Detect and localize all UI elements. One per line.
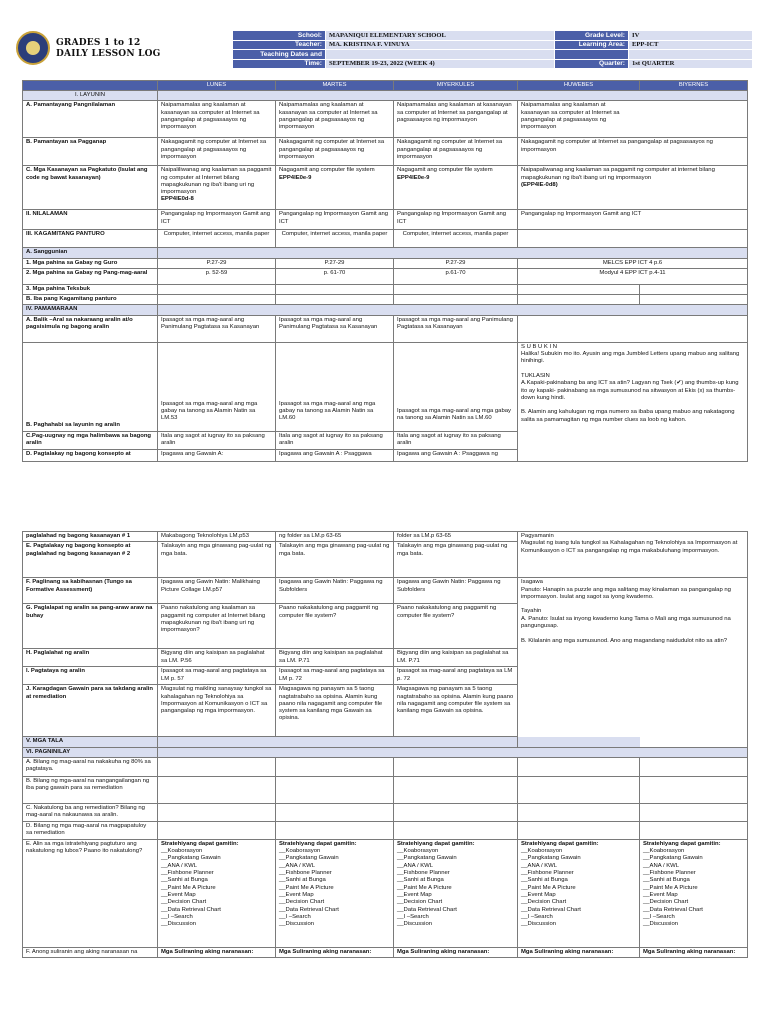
cell-martes: Computer, internet access, manila paper <box>276 230 394 248</box>
cell-miyerkules: Ipasagot sa mga mag-aaral ang Panimulang Pagtatasa sa Kasanayan <box>394 315 518 342</box>
suliranin-heading: Mga Suliraning aking naranasan: <box>518 947 640 957</box>
cell-martes: Ipasagot sa mga mag-aaral ang mga gabay na tanong sa Alamin Natin sa LM.60 <box>276 342 394 431</box>
row-label: E. Alin sa mga istratehiyang pagtuturo ang nakatulong ng lubos? Paano ito nakatulong? <box>23 839 158 947</box>
cell-lunes: Itala ang sagot at iugnay ito sa paksang aralin <box>158 431 276 449</box>
suliranin-heading: Mga Suliraning aking naranasan: <box>158 947 276 957</box>
cell-martes <box>276 821 394 839</box>
row-label: I. Pagtataya ng aralin <box>23 667 158 685</box>
competency-code: (EPP4IE-0d8) <box>521 181 558 188</box>
strategy-option: __Pangkatang Gawain <box>161 855 221 862</box>
strategy-option: __I –Search <box>279 913 311 920</box>
strategy-option: __Pangkatang Gawain <box>521 855 581 862</box>
cell-martes: Magsagawa ng panayam sa 5 taong nagtatrabaho sa opisina. Alamin kung paano nila nagagamit ang computer file system sa kanilang mga Gawain sa opisina. <box>276 685 394 737</box>
suliranin-heading: Mga Suliraning aking naranasan: <box>640 947 748 957</box>
row-label: G. Paglalapat ng aralin sa pang-araw araw na buhay <box>23 604 158 649</box>
strategy-option: __Sanhi at Bunga <box>161 877 208 884</box>
strategy-option: __Event Map <box>397 891 432 898</box>
lesson-log-page-1 <box>22 80 747 462</box>
strategy-option: __ANA / KWL <box>279 862 316 869</box>
strategy-cell-miyerkules <box>394 839 518 947</box>
cell-lunes: Ipasagot sa mag-aaral ang pagtataya sa LM p. 57 <box>158 667 276 685</box>
area-label: Learning Area: <box>555 40 629 50</box>
cell-biyernes <box>640 776 748 803</box>
cell-martes: Naipamamalas ang kaalaman at kasanayan sa computer at Internet sa pangangalap at pagsasaayos ng impormasyon <box>276 101 394 138</box>
cell-miyerkules <box>394 284 518 294</box>
row-label: III. KAGAMITANG PANTURO <box>23 230 158 248</box>
row-label: II. NILALAMAN <box>23 210 158 230</box>
row-label: E. Pagtalakay ng bagong konsepto at paglalahad ng bagong kasanayan # 2 <box>23 542 158 578</box>
cell-miyerkules <box>394 295 518 305</box>
strategy-option: __Paint Me A Picture <box>161 884 216 891</box>
cell-martes: Ipasagot sa mag-aaral ang pagtataya sa LM p. 72 <box>276 667 394 685</box>
cell-huwebes <box>518 230 748 248</box>
row-label: C. Mga Kasanayan sa Pagkatuto (Isulat ang code ng bawat kasanayan) <box>23 166 158 210</box>
cell-huwebes <box>518 295 640 305</box>
strategy-row <box>23 839 748 947</box>
dates-blank <box>326 50 555 60</box>
section-layunin: I. LAYUNIN <box>23 91 158 101</box>
page-break <box>0 472 768 528</box>
cell-miyerkules <box>394 776 518 803</box>
cell-lunes <box>158 284 276 294</box>
cell-lunes: Talakayin ang mga ginawang pag-uulat ng mga bata. <box>158 542 276 578</box>
strategy-option: __Discussion <box>279 921 315 928</box>
cell-text: Nagagamit ang computer file system <box>397 167 493 174</box>
cell-lunes <box>158 803 276 821</box>
cell-miyerkules: Itala ang sagot at iugnay ito sa paksang aralin <box>394 431 518 449</box>
day-biyernes: BIYERNES <box>640 81 748 91</box>
strategy-cell-biyernes <box>640 839 748 947</box>
day-lunes: LUNES <box>158 81 276 91</box>
cell-lunes: Pangangalap ng Impormasyon Gamit ang ICT <box>158 210 276 230</box>
cell-text: Naipapaliwanag ang kaalaman sa paggamit ng computer at internet bilang mapagkukunan ng iba't ibang uri ng impormasyon <box>521 167 715 181</box>
lesson-table-1 <box>22 80 748 462</box>
strategy-option: __Data Retrieval Chart <box>521 906 581 913</box>
cell-huwebes: MELCS EPP ICT 4 p.6 <box>518 258 748 268</box>
cell-huwebes: Isagawa Panuto: Hanapin sa puzzle ang mga salitang may kinalaman sa pangangalap ng impormasyon. Isulat ang sagot sa iyong kwaderno. Tayahin A. Panuto: Isulat sa inyong kwaderno kung Tama o Mali ang mga sumusunod na pangungusap. B. Kilalanin ang mga sumusunod. Ano ang magandang naidudulot nito sa atin? <box>518 578 748 747</box>
cell-martes <box>276 803 394 821</box>
cell-huwebes <box>518 821 640 839</box>
strategy-option: __Data Retrieval Chart <box>161 906 221 913</box>
cell-huwebes: S U B U K I N Halika! Subukin mo ito. Ayusin ang mga Jumbled Letters upang mabuo ang salitang hinihingi. TUKLASIN A.Kapaki-pakinabang ba ang ICT sa atin? Lagyan ng Tsek (✔) ang thumbs-up kung ito ay kapaki- pakinabang sa mga sumusunod na sitwasyon at Ekis (x) sa thumbs-down kung hindi. B. Alamin ang kahulugan ng mga numero sa ibaba upang mabuo ang nakatagong salita sa pamamagitan ng mga number clues sa loob ng kahon. <box>518 342 748 461</box>
section-fill <box>158 737 640 747</box>
grade-value: IV <box>629 31 753 41</box>
quarter-value: 1st QUARTER <box>629 59 753 69</box>
quarter-label: Quarter: <box>555 59 629 69</box>
cell-lunes: Computer, internet access, manila paper <box>158 230 276 248</box>
strategy-option: __Paint Me A Picture <box>521 884 576 891</box>
cell-miyerkules: Paano nakakatulong ang paggamit ng computer file system? <box>394 604 518 649</box>
dates-value: SEPTEMBER 19-23, 2022 (WEEK 4) <box>326 59 555 69</box>
lesson-table-2 <box>22 531 748 958</box>
section-fill <box>158 248 748 258</box>
suliranin-heading: Mga Suliraning aking naranasan: <box>394 947 518 957</box>
lesson-log-page-2 <box>22 531 747 958</box>
cell-lunes <box>158 821 276 839</box>
cell-huwebes: Pangangalap ng Impormasyon Gamit ang ICT <box>518 210 748 230</box>
strategy-option: __I –Search <box>397 913 429 920</box>
row-label: A. Balik –Aral sa nakaraang aralin at/o pagsisimula ng bagong aralin <box>23 315 158 342</box>
row-label: V. MGA TALA <box>23 737 158 747</box>
competency-code: EPP4IE0e-9 <box>279 174 312 181</box>
strategy-option: __Event Map <box>279 891 314 898</box>
title-line-1: GRADES 1 to 12 <box>56 38 141 48</box>
cell-miyerkules: Pangangalap ng Impormasyon Gamit ang ICT <box>394 210 518 230</box>
day-miyerkules: MIYERKULES <box>394 81 518 91</box>
cell-miyerkules: P.27-29 <box>394 258 518 268</box>
strategy-option: __I –Search <box>643 913 675 920</box>
strategy-heading: Stratehiyang dapat gamitin: <box>521 840 599 847</box>
cell-martes: Bigyang diin ang kaisipan sa paglalahat sa LM. P.71 <box>276 649 394 667</box>
cell-miyerkules: Ipagawa ang Gawin Natin: Paggawa ng Subfolders <box>394 578 518 604</box>
row-label: C. Nakatulong ba ang remediation? Bilang ng mag-aaral na nakaunawa sa aralin. <box>23 803 158 821</box>
cell-lunes: Magsulat ng maikling sanaysay tungkol sa kahalagahan ng Teknolohiya sa Impormasyon at Komunikasyon o ICT sa pangangalap ng mga impormasyon. <box>158 685 276 737</box>
section-layunin-fill <box>158 91 748 101</box>
cell-huwebes <box>518 284 640 294</box>
cell-huwebes: Pagyamanin Magsulat ng isang tula tungkol sa Kahalagahan ng Teknolohiya sa Impormasyon at Komunikasyon o ICT sa pangangalap ng mga makabuluhang impormasyon. <box>518 532 748 578</box>
school-value: MAPANIQUI ELEMENTARY SCHOOL <box>326 31 555 41</box>
cell-lunes: P.27-29 <box>158 258 276 268</box>
cell-martes: Talakayin ang mga ginawang pag-uulat ng mga bata. <box>276 542 394 578</box>
strategy-option: __Sanhi at Bunga <box>521 877 568 884</box>
cell-miyerkules: Talakayin ang mga ginawang pag-uulat ng mga bata. <box>394 542 518 578</box>
area-value: EPP-ICT <box>629 40 753 50</box>
teacher-value: MA. KRISTINA F. VINUYA <box>326 40 555 50</box>
strategy-heading: Stratehiyang dapat gamitin: <box>161 840 239 847</box>
cell-huwebes: Nakagagamit ng computer at Internet sa pangangalap at pagsasaayos ng impormasyon <box>518 138 748 166</box>
row-label: A. Pamantayang Pangnilalaman <box>23 101 158 138</box>
row-label: D. Bilang ng mga mag-aaral na magpapatuloy sa remediation <box>23 821 158 839</box>
strategy-option: __Paint Me A Picture <box>279 884 334 891</box>
competency-code: EPP4IE0d-8 <box>161 196 194 203</box>
strategy-option: __I –Search <box>521 913 553 920</box>
cell-lunes <box>158 166 276 210</box>
cell-martes: Itala ang sagot at iugnay ito sa paksang aralin <box>276 431 394 449</box>
teacher-label: Teacher: <box>233 40 326 50</box>
suliranin-row <box>23 947 748 957</box>
cell-huwebes <box>518 101 748 138</box>
cell-miyerkules: p.61-70 <box>394 268 518 284</box>
document-header <box>14 30 756 68</box>
strategy-option: __Koaborasyon <box>521 848 563 855</box>
strategy-option: __Decision Chart <box>161 899 207 906</box>
strategy-option: __Decision Chart <box>279 899 325 906</box>
row-label: H. Paglalahat ng aralin <box>23 649 158 667</box>
cell-lunes: Naipamamalas ang kaalaman at kasanayan sa computer at Internet sa pangangalap at pagsasaayos ng impormasyon <box>158 101 276 138</box>
row-label: IV. PAMAMARAAN <box>23 305 158 315</box>
strategy-option: __Paint Me A Picture <box>397 884 452 891</box>
cell-miyerkules: Ipasagot sa mag-aaral ang pagtataya sa LM p. 72 <box>394 667 518 685</box>
strategy-option: __Decision Chart <box>397 899 443 906</box>
strategy-option: __ANA / KWL <box>397 862 434 869</box>
row-label: 2. Mga pahina sa Gabay ng Pang-mag-aaral <box>23 268 158 284</box>
cell-lunes: Ipagawa ang Gawain A: <box>158 449 276 461</box>
cell-martes: Pangangalap ng Impormasyon Gamit ang ICT <box>276 210 394 230</box>
cell-miyerkules <box>394 821 518 839</box>
strategy-option: __Sanhi at Bunga <box>643 877 690 884</box>
school-label: School: <box>233 31 326 41</box>
row-label: B. Pamantayan sa Pagganap <box>23 138 158 166</box>
row-label: B. Iba pang Kagamitang panturo <box>23 295 158 305</box>
cell-miyerkules: Computer, internet access, manila paper <box>394 230 518 248</box>
cell-huwebes <box>518 166 748 210</box>
strategy-option: __Discussion <box>397 921 433 928</box>
cell-martes: ng folder sa LM.p 63-65 <box>276 532 394 542</box>
dates-label-1: Teaching Dates and <box>233 50 326 60</box>
day-martes: MARTES <box>276 81 394 91</box>
strategy-option: __Event Map <box>643 891 678 898</box>
grade-label: Grade Level: <box>555 31 629 41</box>
strategy-cell-lunes <box>158 839 276 947</box>
cell-huwebes <box>518 776 640 803</box>
cell-miyerkules: Nakagagamit ng computer at Internet sa pangangalap at pagsasaayos ng impormasyon <box>394 138 518 166</box>
strategy-cell-martes <box>276 839 394 947</box>
cell-huwebes <box>518 757 640 776</box>
cell-martes <box>276 757 394 776</box>
strategy-option: __Pangkatang Gawain <box>643 855 703 862</box>
cell-martes <box>276 166 394 210</box>
strategy-heading: Stratehiyang dapat gamitin: <box>397 840 475 847</box>
cell-miyerkules: Naipamamalas ang kaalaman at kasanayan sa computer at Internet sa pangangalap at pagsasaayos ng impormasyon <box>394 101 518 138</box>
strategy-option: __Paint Me A Picture <box>643 884 698 891</box>
cell-biyernes <box>640 803 748 821</box>
strategy-option: __Koaborasyon <box>161 848 203 855</box>
corner-header <box>23 81 158 91</box>
cell-miyerkules <box>394 757 518 776</box>
cell-miyerkules <box>394 166 518 210</box>
cell-huwebes <box>518 315 748 342</box>
document-title <box>56 38 161 60</box>
row-label: C.Pag-uugnay ng mga halimbawa sa bagong aralin <box>23 431 158 449</box>
strategy-option: __Data Retrieval Chart <box>643 906 703 913</box>
strategy-option: __Koaborasyon <box>397 848 439 855</box>
cell-miyerkules: Magsagawa ng panayam sa 5 taong nagtatrabaho sa opisina. Alamin kung paano nila nagagamit ang computer file system sa kanilang mga Gawain sa opisina. <box>394 685 518 737</box>
day-huwebes: HUWEBES <box>518 81 640 91</box>
cell-text: Naipamamalas ang kaalaman at kasanayan sa computer at Internet sa pangangalap at pagsasaayos ng impormasyon <box>521 102 620 131</box>
row-label: paglalahad ng bagong kasanayan # 1 <box>23 532 158 542</box>
strategy-option: __ANA / KWL <box>643 862 680 869</box>
cell-lunes: Ipasagot sa mga mag-aaral ang Panimulang Pagtatasa sa Kasanayan <box>158 315 276 342</box>
strategy-cell-huwebes <box>518 839 640 947</box>
cell-martes <box>276 284 394 294</box>
cell-martes: p. 61-70 <box>276 268 394 284</box>
cell-lunes: Ipasagot sa mga mag-aaral ang mga gabay na tanong sa Alamin Natin sa LM.53 <box>158 342 276 431</box>
strategy-option: __Fishbone Planner <box>279 870 332 877</box>
cell-martes: Ipagawa ang Gawin Natin: Paggawa ng Subfolders <box>276 578 394 604</box>
strategy-option: __Event Map <box>521 891 556 898</box>
strategy-option: __Fishbone Planner <box>161 870 214 877</box>
row-label: F. Anong suliranin ang aking naranasan na <box>23 947 158 957</box>
row-label: A. Sanggunian <box>23 248 158 258</box>
strategy-option: __Fishbone Planner <box>397 870 450 877</box>
strategy-option: __Event Map <box>161 891 196 898</box>
strategy-heading: Stratehiyang dapat gamitin: <box>279 840 357 847</box>
suliranin-heading: Mga Suliraning aking naranasan: <box>276 947 394 957</box>
cell-miyerkules: Bigyang diin ang kaisipan sa paglalahat sa LM. P.71 <box>394 649 518 667</box>
strategy-option: __Data Retrieval Chart <box>279 906 339 913</box>
blank-label <box>555 50 629 60</box>
cell-biyernes <box>640 821 748 839</box>
cell-miyerkules: Ipagawa ang Gawain A : Psaggawa ng <box>394 449 518 461</box>
row-label: J. Karagdagan Gawain para sa takdang aralin at remediation <box>23 685 158 737</box>
strategy-option: __ANA / KWL <box>161 862 198 869</box>
cell-lunes: Ipagawa ang Gawin Natin: Malikhaing Picture Collage LM.p57 <box>158 578 276 604</box>
cell-lunes: Nakagagamit ng computer at Internet sa pangangalap at pagsasaayos ng impormasyon <box>158 138 276 166</box>
cell-lunes <box>158 776 276 803</box>
cell-huwebes: Modyul 4 EPP ICT p.4-11 <box>518 268 748 284</box>
cell-martes: P.27-29 <box>276 258 394 268</box>
row-label: VI. PAGNINILAY <box>23 747 158 757</box>
cell-martes: Nakagagamit ng computer at Internet sa pangangalap at pagsasaayos ng impormasyon <box>276 138 394 166</box>
cell-martes: Ipagawa ang Gawain A : Psaggawa <box>276 449 394 461</box>
cell-biyernes <box>640 757 748 776</box>
cell-miyerkules: Ipasagot sa mga mag-aaral ang mga gabay na tanong sa Alamin Natin sa LM.60 <box>394 342 518 431</box>
cell-martes: Paano nakakatulong ang paggamit ng computer file system? <box>276 604 394 649</box>
strategy-option: __Pangkatang Gawain <box>397 855 457 862</box>
row-label: A. Bilang ng mag-aaral na nakakuha ng 80% sa pagtataya. <box>23 757 158 776</box>
cell-biyernes <box>640 284 748 294</box>
blank-value <box>629 50 753 60</box>
strategy-option: __ANA / KWL <box>521 862 558 869</box>
cell-biyernes <box>640 295 748 305</box>
cell-huwebes <box>518 803 640 821</box>
strategy-option: __Koaborasyon <box>279 848 321 855</box>
row-label: F. Paglinang sa kabihasnan (Tungo sa Formative Assessment) <box>23 578 158 604</box>
row-label: 1. Mga pahina sa Gabay ng Guro <box>23 258 158 268</box>
strategy-option: __Data Retrieval Chart <box>397 906 457 913</box>
cell-lunes: Paano nakatulong ang kaalaman sa paggamit ng computer at Internet bilang mapagkukunan ng iba't ibang uri ng impormasyon? <box>158 604 276 649</box>
strategy-option: __Fishbone Planner <box>521 870 574 877</box>
strategy-option: __I –Search <box>161 913 193 920</box>
cell-lunes: Makabagong Teknolohiya LM.p53 <box>158 532 276 542</box>
section-fill <box>158 747 748 757</box>
strategy-option: __Koaborasyon <box>643 848 685 855</box>
cell-text: Naipaliliwanag ang kaalaman sa paggamit ng computer at Internet bilang mapagkukunan ng iba't ibang uri ng impormasyon <box>161 167 272 196</box>
cell-lunes: Bigyang diin ang kaisipan sa paglalahat sa LM. P.56 <box>158 649 276 667</box>
row-label: D. Pagtalakay ng bagong konsepto at <box>23 449 158 461</box>
strategy-option: __Pangkatang Gawain <box>279 855 339 862</box>
strategy-option: __Decision Chart <box>521 899 567 906</box>
strategy-heading: Stratehiyang dapat gamitin: <box>643 840 721 847</box>
cell-text: Nagagamit ang computer file system <box>279 167 375 174</box>
row-label: 3. Mga pahina Teksbuk <box>23 284 158 294</box>
row-label: B. Bilang ng mga-aaral na nangangailangan ng iba pang gawain para sa remediation <box>23 776 158 803</box>
competency-code: EPP4IE0e-9 <box>397 174 430 181</box>
title-line-2: DAILY LESSON LOG <box>56 49 161 59</box>
header-info-table <box>232 30 753 69</box>
strategy-option: __Discussion <box>521 921 557 928</box>
strategy-option: __Sanhi at Bunga <box>397 877 444 884</box>
strategy-option: __Sanhi at Bunga <box>279 877 326 884</box>
strategy-option: __Discussion <box>643 921 679 928</box>
strategy-option: __Discussion <box>161 921 197 928</box>
dates-label-2: Time: <box>233 59 326 69</box>
cell-miyerkules <box>394 803 518 821</box>
cell-martes <box>276 776 394 803</box>
row-label: B. Paghahabi sa layunin ng aralin <box>23 342 158 431</box>
deped-seal-icon <box>16 31 50 65</box>
cell-lunes <box>158 757 276 776</box>
cell-lunes: p. 52-59 <box>158 268 276 284</box>
section-fill <box>158 305 748 315</box>
cell-martes: Ipasagot sa mga mag-aaral ang Panimulang Pagtatasa sa Kasanayan <box>276 315 394 342</box>
cell-miyerkules: folder sa LM.p 63-65 <box>394 532 518 542</box>
strategy-option: __Fishbone Planner <box>643 870 696 877</box>
cell-lunes <box>158 295 276 305</box>
strategy-option: __Decision Chart <box>643 899 689 906</box>
cell-martes <box>276 295 394 305</box>
